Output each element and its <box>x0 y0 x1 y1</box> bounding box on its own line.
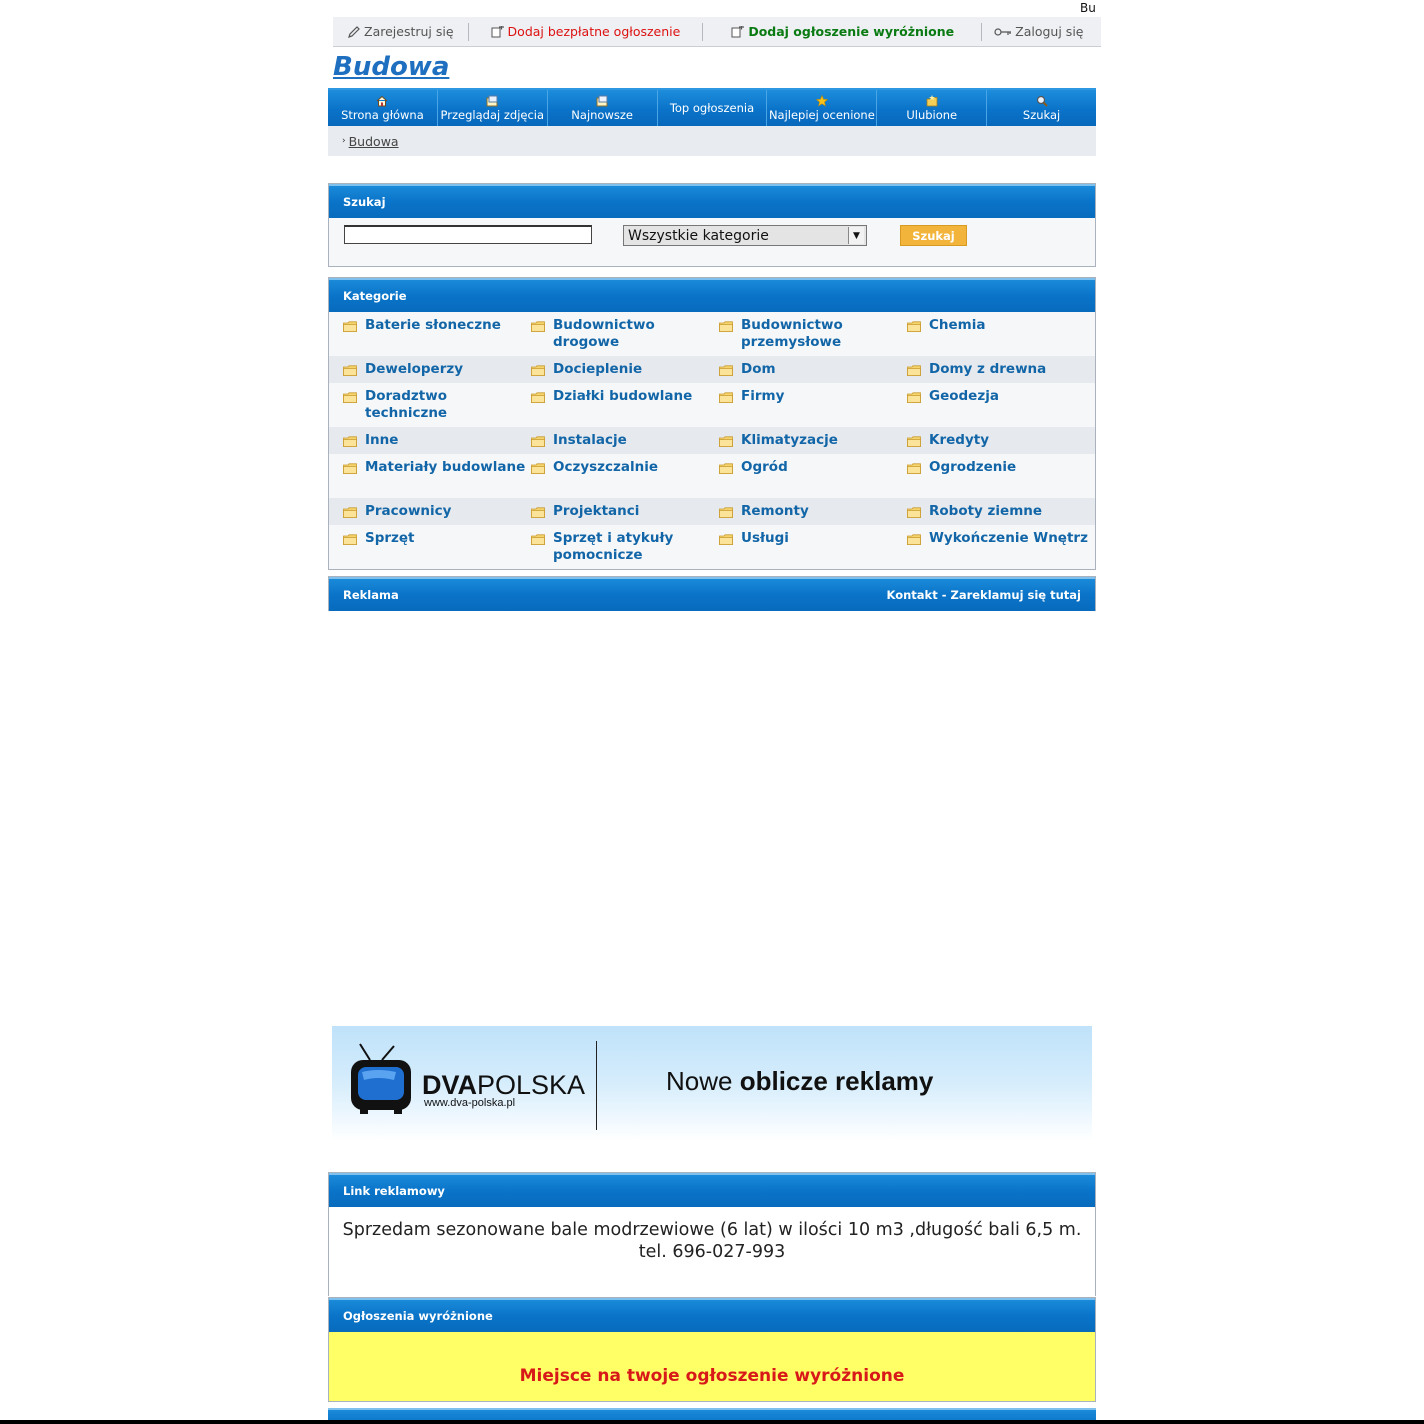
folder-icon <box>907 463 921 474</box>
favorites-icon <box>926 95 938 107</box>
folder-icon <box>343 321 357 332</box>
category-item[interactable] <box>907 498 1095 525</box>
category-item[interactable] <box>719 525 907 569</box>
tv-icon <box>348 1042 412 1116</box>
folder-icon <box>719 507 733 518</box>
folder-icon <box>719 392 733 403</box>
bottom-edge <box>0 1420 1424 1424</box>
category-item[interactable] <box>719 454 907 498</box>
category-row <box>329 356 1095 383</box>
nav-label: Najlepiej ocenione <box>768 107 875 122</box>
category-row <box>329 525 1095 569</box>
advertise-contact-link[interactable]: Kontakt - Zareklamuj się tutaj <box>886 588 1081 602</box>
add-free-ad-label: Dodaj bezpłatne ogłoszenie <box>507 24 681 39</box>
star-icon <box>816 95 828 107</box>
link-ad-panel <box>328 1172 1096 1296</box>
folder-icon <box>343 436 357 447</box>
folder-icon <box>907 392 921 403</box>
category-item[interactable] <box>531 312 719 356</box>
folder-icon <box>907 534 921 545</box>
category-link[interactable]: Domy z drewna <box>929 361 1047 377</box>
search-header-title: Szukaj <box>343 195 386 209</box>
search-input[interactable] <box>344 225 592 244</box>
category-link[interactable]: Roboty ziemne <box>929 503 1043 519</box>
nav-label: Ulubione <box>906 107 958 122</box>
folder-icon <box>907 321 921 332</box>
category-link[interactable]: Ogrodzenie <box>929 459 1017 475</box>
link-ad-text[interactable]: Sprzedam sezonowane bale modrzewiowe (6 lat) w ilości 10 m3 ,długość bali 6,5 m. tel. 696-027-993 <box>342 1220 1082 1262</box>
category-link[interactable]: Klimatyzacje <box>741 432 838 448</box>
ad-header-title: Reklama <box>343 588 399 602</box>
folder-icon <box>531 507 545 518</box>
category-item[interactable] <box>907 454 1095 498</box>
category-link[interactable]: Projektanci <box>553 503 640 519</box>
ad-banner[interactable] <box>332 1026 1092 1141</box>
category-item[interactable] <box>531 427 719 454</box>
banner-slogan: Nowe oblicze reklamy <box>666 1066 934 1096</box>
category-item[interactable] <box>531 525 719 569</box>
nav-photos[interactable] <box>438 90 548 126</box>
category-select-value: Wszystkie kategorie <box>628 227 769 244</box>
category-item[interactable] <box>719 427 907 454</box>
folder-icon <box>343 534 357 545</box>
nav-label: Top ogłoszenia <box>669 101 755 115</box>
category-link[interactable]: Geodezja <box>929 388 999 404</box>
category-item[interactable] <box>907 383 1095 427</box>
category-link[interactable]: Sprzęt i atykuły pomocnicze <box>553 530 674 563</box>
category-link[interactable]: Deweloperzy <box>365 361 464 377</box>
banner-url: www.dva-polska.pl <box>424 1097 516 1109</box>
nav-top-rated[interactable] <box>767 90 877 126</box>
category-item[interactable] <box>719 498 907 525</box>
category-item[interactable] <box>907 427 1095 454</box>
category-item[interactable] <box>907 525 1095 569</box>
category-link[interactable]: Budownictwo przemysłowe <box>741 317 843 350</box>
category-link[interactable]: Materiały budowlane <box>365 459 526 475</box>
search-icon <box>1036 95 1048 107</box>
category-item[interactable] <box>531 498 719 525</box>
folder-icon <box>343 365 357 376</box>
category-link[interactable]: Baterie słoneczne <box>365 317 501 333</box>
category-item[interactable] <box>907 356 1095 383</box>
ad-panel <box>328 576 1096 611</box>
nav-newest[interactable] <box>548 90 658 126</box>
category-item[interactable] <box>343 427 531 454</box>
banner-divider <box>596 1041 597 1130</box>
nav-label: Strona główna <box>341 107 424 122</box>
category-item[interactable] <box>343 498 531 525</box>
register-link[interactable] <box>347 23 454 41</box>
category-item[interactable] <box>531 356 719 383</box>
featured-panel <box>328 1297 1096 1402</box>
search-panel <box>328 183 1096 267</box>
featured-placeholder-text[interactable]: Miejsce na twoje ogłoszenie wyróżnione <box>519 1366 905 1386</box>
home-icon <box>376 95 388 107</box>
category-link[interactable]: Inne <box>365 432 399 448</box>
divider <box>468 23 469 41</box>
category-item[interactable] <box>531 454 719 498</box>
category-link[interactable]: Remonty <box>741 503 809 519</box>
nav-label: Najnowsze <box>571 107 633 122</box>
categories-header <box>329 278 1095 312</box>
category-grid <box>329 312 1095 569</box>
add-featured-ad-link[interactable] <box>731 23 954 41</box>
categories-header-title: Kategorie <box>343 289 407 303</box>
category-link[interactable]: Docieplenie <box>553 361 643 377</box>
nav-label: Szukaj <box>1022 107 1061 122</box>
search-button[interactable]: Szukaj <box>900 225 967 246</box>
category-row <box>329 427 1095 454</box>
category-link[interactable]: Doradztwo techniczne <box>365 388 448 421</box>
newest-icon <box>596 95 608 107</box>
folder-icon <box>907 365 921 376</box>
add-ad-icon <box>491 26 505 38</box>
folder-icon <box>531 534 545 545</box>
breadcrumb <box>328 126 1096 156</box>
folder-icon <box>907 436 921 447</box>
category-item[interactable] <box>343 525 531 569</box>
category-link[interactable]: Wykończenie Wnętrz <box>929 530 1088 546</box>
featured-header <box>329 1298 1095 1332</box>
chevron-right-icon: › <box>342 136 346 146</box>
folder-icon <box>343 463 357 474</box>
main-nav <box>328 88 1096 126</box>
nav-favorites[interactable] <box>877 90 987 126</box>
category-link[interactable]: Dom <box>741 361 776 377</box>
category-link[interactable]: Kredyty <box>929 432 989 448</box>
chevron-down-icon[interactable]: ▼ <box>848 227 864 244</box>
login-link[interactable] <box>994 23 1083 41</box>
link-ad-header <box>329 1173 1095 1207</box>
category-row <box>329 498 1095 525</box>
category-item[interactable] <box>719 383 907 427</box>
site-title[interactable]: Budowa <box>333 52 450 82</box>
folder-icon <box>531 463 545 474</box>
category-link[interactable]: Usługi <box>741 530 789 546</box>
nav-top[interactable] <box>658 90 768 126</box>
search-header <box>329 184 1095 218</box>
category-select[interactable] <box>623 225 867 246</box>
add-ad-icon <box>731 26 745 38</box>
category-link[interactable]: Sprzęt <box>365 530 415 546</box>
nav-search[interactable] <box>987 90 1096 126</box>
user-topbar <box>333 17 1101 47</box>
add-featured-ad-label: Dodaj ogłoszenie wyróżnione <box>748 24 955 39</box>
category-link[interactable]: Budownictwo drogowe <box>553 317 655 350</box>
register-label: Zarejestruj się <box>364 24 454 39</box>
add-free-ad-link[interactable] <box>491 23 681 41</box>
login-label: Zaloguj się <box>1015 24 1084 39</box>
ad-header <box>329 577 1095 611</box>
divider <box>981 23 982 41</box>
category-item[interactable] <box>343 356 531 383</box>
divider <box>702 23 703 41</box>
photos-icon <box>486 95 498 107</box>
category-item[interactable] <box>907 312 1095 356</box>
category-item[interactable] <box>719 356 907 383</box>
category-item[interactable] <box>343 383 531 427</box>
folder-icon <box>343 392 357 403</box>
category-row <box>329 454 1095 498</box>
folder-icon <box>719 365 733 376</box>
folder-icon <box>531 392 545 403</box>
corner-text: Bu <box>1080 1 1096 15</box>
category-link[interactable]: Chemia <box>929 317 986 333</box>
folder-icon <box>719 436 733 447</box>
category-link[interactable]: Firmy <box>741 388 785 404</box>
folder-icon <box>719 534 733 545</box>
folder-icon <box>907 507 921 518</box>
categories-panel <box>328 277 1096 570</box>
folder-icon <box>531 321 545 332</box>
folder-icon <box>719 463 733 474</box>
category-item[interactable] <box>719 312 907 356</box>
category-link[interactable]: Ogród <box>741 459 788 475</box>
pencil-icon <box>347 26 361 38</box>
key-icon <box>994 26 1012 38</box>
folder-icon <box>719 321 733 332</box>
folder-icon <box>531 436 545 447</box>
nav-home[interactable] <box>328 90 438 126</box>
category-link[interactable]: Oczyszczalnie <box>553 459 659 475</box>
category-row <box>329 312 1095 356</box>
breadcrumb-link[interactable]: Budowa <box>348 133 399 149</box>
category-item[interactable] <box>343 312 531 356</box>
banner-brand: DVAPOLSKA <box>422 1070 586 1100</box>
link-ad-header-title: Link reklamowy <box>343 1184 445 1198</box>
category-item[interactable] <box>343 454 531 498</box>
category-link[interactable]: Instalacje <box>553 432 627 448</box>
folder-icon <box>531 365 545 376</box>
category-link[interactable]: Działki budowlane <box>553 388 693 404</box>
category-row <box>329 383 1095 427</box>
featured-header-title: Ogłoszenia wyróżnione <box>343 1309 493 1323</box>
nav-label: Przeglądaj zdjęcia <box>440 107 545 122</box>
folder-icon <box>343 507 357 518</box>
category-item[interactable] <box>531 383 719 427</box>
category-link[interactable]: Pracownicy <box>365 503 452 519</box>
